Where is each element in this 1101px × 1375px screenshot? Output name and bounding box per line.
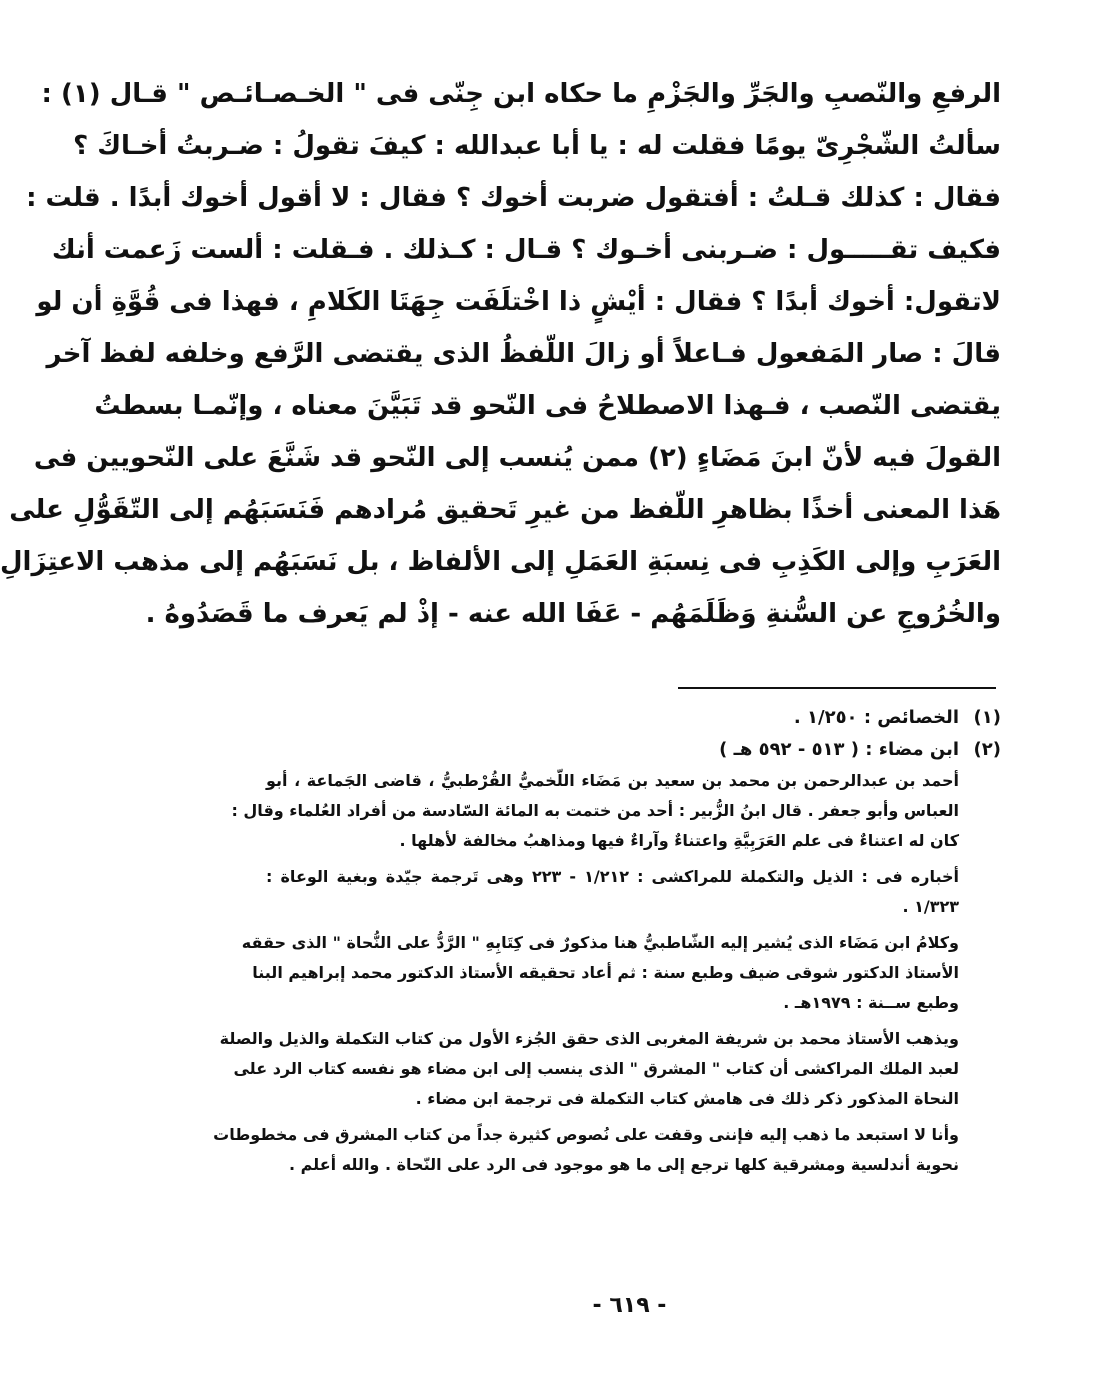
footnote-paragraph [231,766,959,856]
footnote-line: وطبع ســنة : ١٩٧٩هـ . [783,993,959,1012]
footnote-paragraph [213,1120,959,1180]
footnote-2 [266,734,1001,766]
main-line: العَرَبِ وإلى الكَذِبِ فى نِسبَةِ العَمَلِ إلى الألفاظ ، بل نَسَبَهُم إلى مذهب الاعتِزَالِ [0,547,1001,577]
footnote-number: (١) [973,707,1001,728]
footnote-line: نحوية أندلسية ومشرقية كلها ترجع إلى ما هو موجود فى الرد على النّحاة . والله أعلم . [288,1155,959,1174]
footnote-line: ويذهب الأستاذ محمد بن شريفة المغربى الذى حقق الجُزء الأول من كتاب التكملة والذيل والصلة [219,1029,959,1048]
footnotes [213,702,1001,1180]
footnote-line: الأستاذ الدكتور شوقى ضيف وطبع سنة : ثم أعاد تحقيقه الأستاذ الدكتور محمد إبراهيم البنا [252,963,959,982]
main-line: قالَ : صار المَفعول فـاعلاً أو زالَ اللّفظُ الذى يقتضى الرَّفع وخلفه لفظ آخر [46,339,1001,369]
footnote-line: ١/٣٢٣ . [902,897,959,916]
footnote-line: لعبد الملك المراكشى أن كتاب " المشرق " الذى ينسب إلى ابن مضاء هو نفسه كتاب الرد على [233,1059,959,1078]
main-line: يقتضى النّصب ، فـهذا الاصطلاحُ فى النّحو قد تَبَيَّنَ معناه ، وإنّمـا بسطتُ [94,391,1001,421]
main-line: لاتقول: أخوك أبدًا ؟ فقال : أيْشٍ ذا اخْتلَفَت جِهَتَا الكَلامِ ، فهذا فى قُوَّةِ أن لو [36,287,1001,317]
footnote-line: وكلامُ ابن مَضَاء الذى يُشير إليه الشّاطبيُّ هنا مذكورٌ فى كِتَابِهِ " الرَّدُّ على النُّحاة " الذى حققه [241,933,959,952]
main-line: الرفعِ والنّصبِ والجَرِّ والجَزْمِ ما حكاه ابن جِنّى فى " الخـصـائـص " قـال (١) : [41,79,1001,109]
footnote-line: أحمد بن عبدالرحمن بن محمد بن سعيد بن مَضَاء اللّخميُّ القُرْطبيُّ ، قاضى الجَماعة ، أبو [266,771,959,790]
footnote-paragraph [219,1024,959,1114]
main-line: فقال : كذلك قـلتُ : أفتقول ضربت أخوك ؟ فقال : لا أقول أخوك أبدًا . قلت : [26,183,1001,213]
main-line: هَذا المعنى أخذًا بظاهرِ اللّفظ من غيرِ تَحقيق مُرادهم فَنَسَبَهُم إلى التّقَوُّلِ على [9,495,1001,525]
main-line: والخُرُوجِ عن السُّنةِ وَظَلَمَهُم - عَفَا الله عنه - إذْ لم يَعرف ما قَصَدُوهُ . [145,599,1001,629]
footnote-paragraph [241,928,959,1018]
footnote-line: النحاة المذكور ذكر ذلك فى هامش كتاب التكملة فى ترجمة ابن مضاء . [415,1089,959,1108]
main-line: سألتُ الشّجْرِىّ يومًا فقلت له : يا أبا عبدالله : كيفَ تقولُ : ضـربتُ أخـاكَ ؟ [73,131,1001,161]
page-number: - ٦١٩ - [592,1293,667,1318]
footnote-number: (٢) [973,739,1001,760]
footnote-text: الخصائص : ١/٢٥٠ . [793,707,959,728]
footnote-line: أخباره فى : الذيل والتكملة للمراكشى : ١/٢١٢ - ٢٢٣ وهى تَرجمة جيّدة وبغية الوعاة : [266,867,960,886]
footnote-separator [678,687,996,689]
footnote-line: وأنا لا استبعد ما ذهب إليه فإننى وقفت على نُصوص كثيرة جداً من كتاب المشرق فى مخطوطات [213,1125,959,1144]
main-line: فكيف تقـــــول : ضـربنى أخـوك ؟ قـال : كـذلك . فـقلت : ألست زَعمت أنك [51,235,1001,265]
footnote-line: العباس وأبو جعفر . قال ابنُ الزُّبير : أحد من ختمت به المائة السّادسة من أفراد العُلماء وقال : [231,801,959,820]
footnote-paragraph [266,862,959,922]
footnote-2-body [213,766,960,1180]
footnote-1 [266,702,1001,734]
main-line: القولَ فيه لأنّ ابنَ مَضَاءٍ (٢) ممن يُنسب إلى النّحو قد شَنَّعَ على النّحويين فى [33,443,1001,473]
main-text [0,68,1001,640]
footnote-text: ابن مضاء : ( ٥١٣ - ٥٩٢ هـ ) [719,739,959,760]
footnote-line: كان له اعتناءٌ فى علم العَرَبِيَّةِ واعتناءٌ وآراءٌ فيها ومذاهبُ مخالفة لأهلها . [399,831,959,850]
